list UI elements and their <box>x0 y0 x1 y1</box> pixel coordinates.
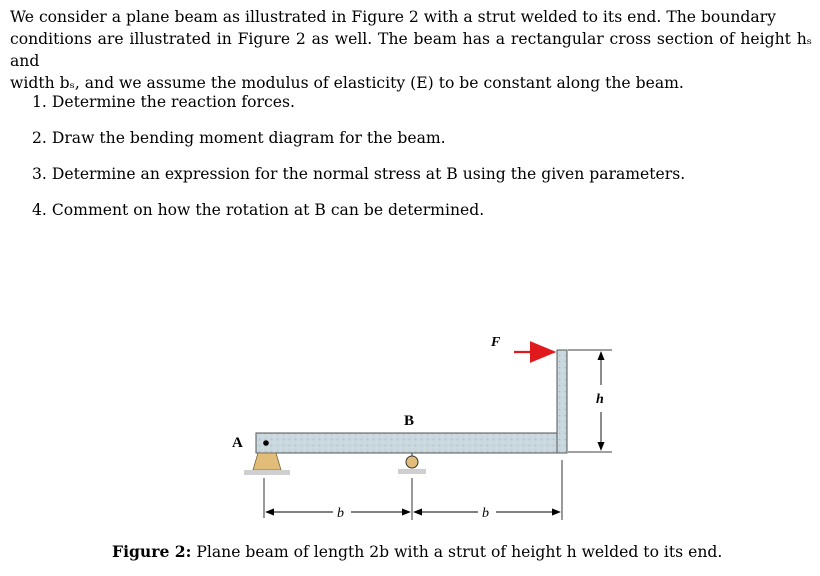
problem-statement <box>10 6 812 94</box>
intro-line-3: width bₛ, and we assume the modulus of elasticity (E) to be constant along the beam. <box>10 74 684 92</box>
task-item: 4. Comment on how the rotation at B can be determined. <box>32 201 485 219</box>
figure-caption <box>112 542 722 561</box>
pin-A <box>263 440 269 446</box>
label-A: A <box>232 435 243 451</box>
roller-B <box>406 456 418 468</box>
label-h: h <box>596 392 604 407</box>
task-item: 1. Determine the reaction forces. <box>32 93 295 111</box>
label-b-right: b <box>482 506 489 521</box>
task-item: 3. Determine an expression for the normal stress at B using the given parameters. <box>32 165 686 183</box>
caption-text: Plane beam of length 2b with a strut of height h welded to its end. <box>191 543 723 561</box>
label-B: B <box>404 413 415 429</box>
caption-label: Figure 2: <box>112 542 192 561</box>
support-B-base <box>398 469 426 474</box>
intro-line-2: conditions are illustrated in Figure 2 as well. The beam has a rectangular cross section of height hₛ and <box>10 30 812 70</box>
support-A-base <box>244 470 290 475</box>
task-list <box>32 88 685 232</box>
label-F: F <box>491 335 501 350</box>
label-b-left: b <box>337 506 344 521</box>
task-item: 2. Draw the bending moment diagram for the beam. <box>32 129 446 147</box>
beam <box>256 433 558 453</box>
beam-figure <box>0 318 820 538</box>
strut <box>557 350 567 453</box>
intro-line-1: We consider a plane beam as illustrated in Figure 2 with a strut welded to its end. The boundary <box>10 8 776 26</box>
support-A <box>253 453 281 470</box>
